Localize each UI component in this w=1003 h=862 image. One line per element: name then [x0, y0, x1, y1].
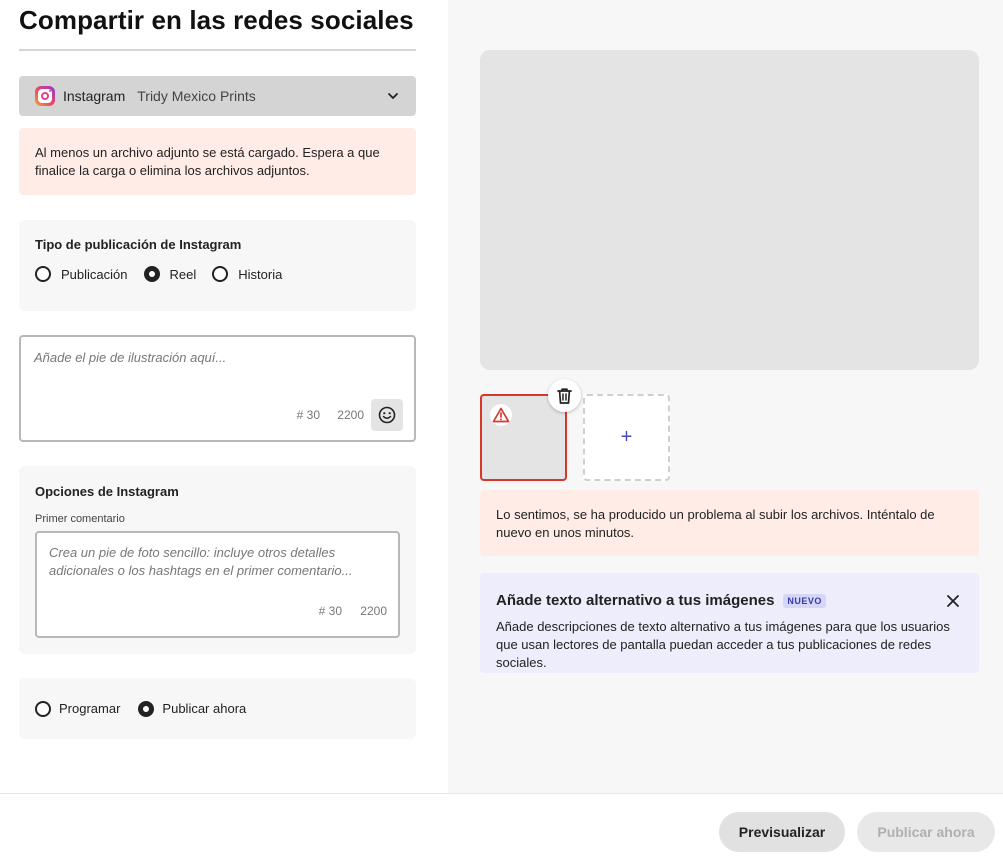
upload-warning: Al menos un archivo adjunto se está cargado. Espera a que finalice la carga o elimina los archivos adjuntos. — [19, 128, 416, 195]
first-comment-placeholder: Crea un pie de foto sencillo: incluye otros detalles adicionales o los hashtags en el primer comentario... — [49, 545, 353, 578]
caption-hashtag-counter: # 30 — [296, 408, 320, 422]
smiley-icon — [378, 406, 396, 424]
post-type-options — [35, 266, 400, 282]
radio-publicar-ahora[interactable] — [138, 701, 246, 717]
alt-text-banner — [480, 573, 979, 673]
alt-text-body: Añade descripciones de texto alternativo a tus imágenes para que los usuarios que usan lectores de pantalla puedan acceder a tus publicaciones de redes sociales. — [496, 619, 950, 670]
new-badge: NUEVO — [783, 594, 826, 608]
upload-error-message: Lo sentimos, se ha producido un problema al subir los archivos. Inténtalo de nuevo en unos minutos. — [480, 490, 979, 556]
alt-text-title: Añade texto alternativo a tus imágenes — [496, 592, 775, 609]
account-name: Tridy Mexico Prints — [137, 88, 256, 104]
instagram-options-title: Opciones de Instagram — [35, 484, 179, 499]
share-panel — [0, 0, 448, 794]
post-type-title: Tipo de publicación de Instagram — [35, 237, 242, 252]
radio-programar[interactable] — [35, 701, 120, 717]
warning-icon — [490, 404, 512, 426]
radio-historia[interactable] — [212, 266, 282, 282]
emoji-button[interactable] — [371, 399, 403, 431]
preview-button[interactable]: Previsualizar — [719, 812, 845, 852]
first-comment-input[interactable] — [35, 531, 400, 638]
radio-label: Publicar ahora — [162, 701, 247, 716]
page-title: Compartir en las redes sociales — [19, 5, 414, 35]
preview-panel — [448, 0, 1003, 794]
caption-input[interactable] — [19, 335, 416, 442]
radio-label: Historia — [238, 266, 283, 282]
radio-reel[interactable] — [144, 266, 197, 282]
radio-label: Programar — [59, 701, 121, 716]
post-type-card — [19, 220, 416, 311]
radio-indicator-selected[interactable] — [138, 701, 154, 717]
radio-indicator[interactable] — [35, 701, 51, 717]
instagram-icon — [35, 86, 55, 106]
add-media-button[interactable]: + — [583, 394, 670, 481]
radio-indicator[interactable] — [212, 266, 228, 282]
caption-placeholder: Añade el pie de ilustración aquí... — [34, 350, 227, 365]
media-preview — [480, 50, 979, 370]
radio-label: Reel — [169, 266, 197, 282]
first-comment-label: Primer comentario — [35, 513, 125, 525]
comment-hashtag-counter: # 30 — [318, 604, 342, 618]
title-divider — [19, 49, 416, 51]
trash-icon — [556, 387, 573, 405]
comment-char-counter: 2200 — [360, 604, 387, 618]
account-network: Instagram — [63, 88, 126, 104]
radio-publicacion[interactable] — [35, 266, 128, 282]
instagram-options-card — [19, 466, 416, 654]
footer-bar — [0, 793, 1003, 862]
close-icon[interactable] — [945, 593, 961, 609]
publish-now-button[interactable]: Publicar ahora — [857, 812, 995, 852]
alt-text-heading — [496, 592, 963, 609]
schedule-card — [19, 678, 416, 739]
radio-indicator-selected[interactable] — [144, 266, 160, 282]
radio-label: Publicación — [61, 266, 128, 282]
account-selector[interactable] — [19, 76, 416, 116]
delete-media-button[interactable] — [548, 379, 581, 412]
caption-char-counter: 2200 — [337, 408, 364, 422]
radio-indicator[interactable] — [35, 266, 51, 282]
chevron-down-icon — [386, 89, 400, 103]
